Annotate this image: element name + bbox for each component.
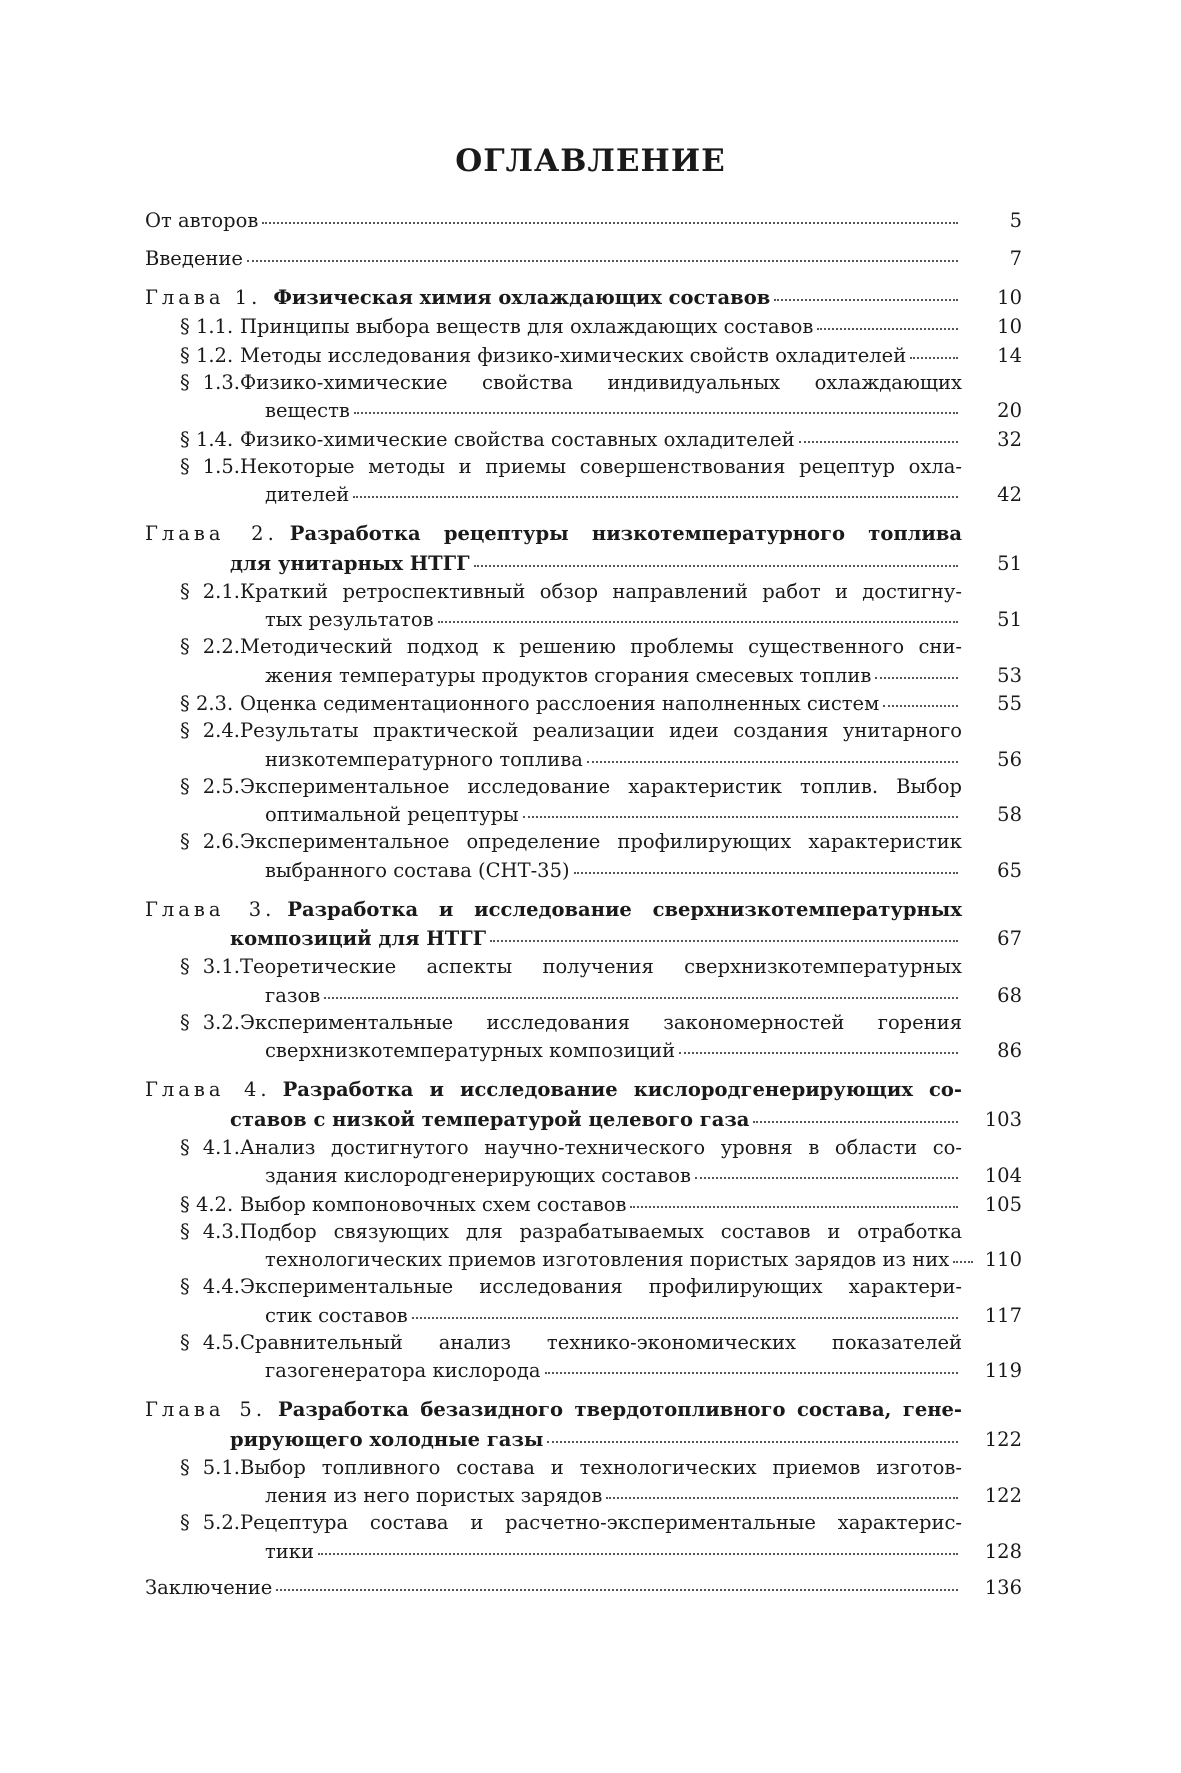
entry-text: рирующего холодные газы bbox=[230, 1427, 544, 1451]
entry-text: выбранного состава (СНТ-35) bbox=[265, 858, 570, 882]
page-number: 104 bbox=[984, 1164, 1022, 1187]
section-number: § 1.3. bbox=[180, 370, 240, 394]
chapter-heading bbox=[145, 1076, 1022, 1134]
dot-leader bbox=[679, 1033, 958, 1055]
page-number: 67 bbox=[997, 927, 1022, 950]
entry-text: газов bbox=[265, 983, 321, 1007]
section-row bbox=[180, 1273, 1022, 1329]
dot-leader bbox=[910, 337, 958, 359]
entry-text: Выбор топливного состава и технологических приемов изготов- bbox=[240, 1455, 962, 1479]
toc-entry bbox=[145, 205, 1022, 234]
entry-line bbox=[180, 1329, 962, 1356]
dot-leader bbox=[817, 309, 958, 331]
toc-entry bbox=[145, 1573, 1022, 1602]
dot-leader bbox=[875, 657, 958, 679]
dot-leader bbox=[262, 202, 958, 224]
dot-leader bbox=[490, 921, 958, 943]
entry-line bbox=[145, 1424, 962, 1454]
section-entry bbox=[180, 1009, 1022, 1065]
section-entry bbox=[180, 953, 1022, 1009]
entry-line bbox=[180, 1273, 962, 1300]
page-number: 20 bbox=[997, 399, 1022, 422]
page-number: 117 bbox=[984, 1303, 1022, 1327]
dot-leader bbox=[545, 1353, 958, 1375]
section-entry bbox=[180, 424, 1022, 453]
chapter-row bbox=[145, 1396, 1022, 1454]
section-row bbox=[180, 312, 1022, 341]
section-row bbox=[180, 689, 1022, 718]
page-number: 55 bbox=[997, 692, 1022, 715]
chapter-row bbox=[145, 520, 1022, 578]
section-number: § 1.2. bbox=[180, 343, 234, 367]
entry-line bbox=[180, 1300, 962, 1329]
entry-line bbox=[180, 689, 962, 718]
section-number: § 2.4. bbox=[180, 719, 240, 742]
toc-row bbox=[145, 205, 1022, 234]
section-list bbox=[180, 1134, 1022, 1385]
chapter-heading bbox=[145, 520, 1022, 578]
entry-line bbox=[180, 980, 962, 1009]
entry-text: Разработка и исследование кислородгенерирующих со- bbox=[282, 1078, 962, 1101]
section-number: § 1.4. bbox=[180, 427, 234, 451]
entry-line bbox=[180, 855, 962, 884]
dot-leader bbox=[587, 741, 958, 763]
dot-leader bbox=[276, 1570, 958, 1592]
section-list bbox=[180, 1454, 1022, 1565]
dot-leader bbox=[606, 1478, 958, 1500]
entry-text: тых результатов bbox=[265, 608, 434, 631]
page-number: 103 bbox=[984, 1107, 1022, 1131]
dot-leader bbox=[412, 1297, 958, 1319]
entry-line bbox=[145, 520, 962, 548]
section-row bbox=[180, 1509, 1022, 1565]
section-number: § 2.2. bbox=[180, 635, 240, 658]
entry-text: Оценка седиментационного расслоения наполненных систем bbox=[240, 692, 880, 715]
dot-leader bbox=[695, 1158, 958, 1180]
chapter-label: Глава 1. bbox=[145, 285, 262, 309]
entry-line bbox=[180, 312, 962, 341]
chapter-heading bbox=[145, 896, 1022, 954]
entry-line bbox=[180, 480, 962, 509]
table-of-contents bbox=[145, 205, 1022, 1601]
dot-leader bbox=[774, 279, 958, 301]
entry-text: Некоторые методы и приемы совершенствования рецептур охла- bbox=[240, 454, 962, 478]
page-number: 128 bbox=[984, 1539, 1022, 1563]
entry-text: Разработка рецептуры низкотемпературного топлива bbox=[289, 522, 962, 545]
page-number: 136 bbox=[984, 1576, 1022, 1599]
entry-line bbox=[180, 1161, 962, 1190]
section-number: § 4.1. bbox=[180, 1135, 240, 1159]
entry-text: Физико-химические свойства индивидуальных охлаждающих bbox=[240, 370, 962, 394]
section-number: § 1.5. bbox=[180, 454, 240, 478]
page-number: 51 bbox=[997, 551, 1022, 575]
chapter-label: Глава 3. bbox=[145, 897, 276, 921]
entry-line bbox=[180, 717, 962, 744]
section-entry bbox=[180, 1218, 1022, 1274]
entry-line bbox=[180, 1218, 962, 1245]
section-list bbox=[180, 312, 1022, 509]
page-number: 5 bbox=[1009, 208, 1022, 232]
section-entry bbox=[180, 717, 1022, 773]
dot-leader bbox=[547, 1421, 958, 1443]
entry-text: сверхнизкотемпературных композиций bbox=[265, 1039, 676, 1062]
page-number: 10 bbox=[997, 285, 1022, 309]
page-number: 32 bbox=[997, 427, 1022, 451]
section-entry bbox=[180, 453, 1022, 509]
entry-text: Экспериментальные исследования профилирующих характери- bbox=[240, 1275, 962, 1298]
entry-text: Принципы выбора веществ для охлаждающих составов bbox=[240, 315, 814, 338]
entry-text: От авторов bbox=[145, 208, 259, 232]
entry-line bbox=[180, 1134, 962, 1161]
page-number: 110 bbox=[984, 1248, 1022, 1271]
section-entry bbox=[180, 1134, 1022, 1190]
entry-text: Физическая химия охлаждающих составов bbox=[273, 285, 771, 309]
entry-line bbox=[145, 548, 962, 578]
entry-line bbox=[180, 1481, 962, 1510]
dot-leader bbox=[630, 1186, 958, 1208]
entry-text: Краткий ретроспективный обзор направлений работ и достигну- bbox=[240, 579, 962, 603]
section-entry bbox=[180, 1273, 1022, 1329]
entry-text: ления из него пористых зарядов bbox=[265, 1484, 603, 1507]
section-row bbox=[180, 1189, 1022, 1218]
dot-leader bbox=[247, 241, 958, 263]
section-row bbox=[180, 453, 1022, 509]
entry-line bbox=[180, 1356, 962, 1385]
section-number: § 2.3. bbox=[180, 692, 234, 715]
entry-line bbox=[180, 953, 962, 980]
dot-leader bbox=[574, 852, 958, 874]
chapter-label: Глава 4. bbox=[145, 1078, 271, 1101]
entry-line bbox=[145, 924, 962, 954]
section-row bbox=[180, 424, 1022, 453]
entry-line bbox=[145, 205, 962, 234]
entry-text: низкотемпературного топлива bbox=[265, 747, 583, 771]
chapter-label: Глава 5. bbox=[145, 1398, 267, 1421]
entry-text: для унитарных НТГГ bbox=[230, 551, 470, 575]
entry-text: Методы исследования физико-химических свойств охладителей bbox=[240, 343, 907, 367]
section-number: § 4.2. bbox=[180, 1192, 234, 1216]
section-number: § 4.4. bbox=[180, 1275, 240, 1298]
section-number: § 5.2. bbox=[180, 1511, 240, 1534]
dot-leader bbox=[883, 686, 958, 708]
entry-text: газогенератора кислорода bbox=[265, 1359, 541, 1382]
entry-text: Введение bbox=[145, 247, 243, 270]
page-number: 122 bbox=[984, 1427, 1022, 1451]
entry-line bbox=[180, 1189, 962, 1218]
section-entry bbox=[180, 578, 1022, 634]
section-entry bbox=[180, 340, 1022, 369]
section-entry bbox=[180, 1454, 1022, 1510]
page-number: 68 bbox=[997, 983, 1022, 1007]
chapter-2 bbox=[145, 520, 1022, 892]
entry-line bbox=[180, 605, 962, 634]
entry-line bbox=[180, 1245, 962, 1274]
entry-line bbox=[180, 633, 962, 660]
entry-text: жения температуры продуктов сгорания смесевых топлив bbox=[265, 663, 872, 687]
section-row bbox=[180, 828, 1022, 884]
section-row bbox=[180, 340, 1022, 369]
entry-line bbox=[180, 1454, 962, 1481]
chapter-row bbox=[145, 282, 1022, 312]
entry-line bbox=[180, 1009, 962, 1036]
dot-leader bbox=[753, 1101, 958, 1123]
section-row bbox=[180, 1329, 1022, 1385]
section-row bbox=[180, 773, 1022, 829]
entry-text: технологических приемов изготовления пористых зарядов из них bbox=[265, 1248, 950, 1271]
section-entry bbox=[180, 633, 1022, 689]
chapter-label: Глава 2. bbox=[145, 522, 278, 545]
entry-text: Теоретические аспекты получения сверхнизкотемпературных bbox=[240, 955, 962, 978]
entry-text: Методический подход к решению проблемы существенного сни- bbox=[240, 635, 962, 658]
entry-text: Результаты практической реализации идеи создания унитарного bbox=[240, 719, 962, 742]
page-number: 119 bbox=[984, 1359, 1022, 1382]
entry-text: тики bbox=[265, 1539, 314, 1563]
section-entry bbox=[180, 773, 1022, 829]
chapter-1 bbox=[145, 282, 1022, 516]
section-number: § 4.3. bbox=[180, 1219, 240, 1243]
page-number: 122 bbox=[984, 1484, 1022, 1507]
page-number: 14 bbox=[997, 343, 1022, 367]
section-number: § 4.5. bbox=[180, 1330, 240, 1354]
section-number: § 2.5. bbox=[180, 774, 240, 798]
chapter-row bbox=[145, 896, 1022, 954]
entry-line bbox=[180, 744, 962, 773]
entry-line bbox=[180, 340, 962, 369]
entry-text: оптимальной рецептуры bbox=[265, 803, 519, 826]
entry-text: Рецептура состава и расчетно-экспериментальные характерис- bbox=[240, 1511, 962, 1534]
page-number: 56 bbox=[997, 747, 1022, 771]
dot-leader bbox=[799, 421, 958, 443]
section-list bbox=[180, 953, 1022, 1064]
entry-line bbox=[180, 1036, 962, 1065]
page-number: 105 bbox=[984, 1192, 1022, 1216]
section-entry bbox=[180, 828, 1022, 884]
dot-leader bbox=[318, 1533, 958, 1555]
entry-text: дителей bbox=[265, 483, 350, 506]
chapter-heading bbox=[145, 1396, 1022, 1454]
chapter-heading bbox=[145, 282, 1022, 312]
section-entry bbox=[180, 312, 1022, 341]
section-number: § 5.1. bbox=[180, 1455, 240, 1479]
entry-text: Анализ достигнутого научно-технического уровня в области со- bbox=[240, 1135, 962, 1159]
chapter-4 bbox=[145, 1076, 1022, 1392]
section-number: § 3.2. bbox=[180, 1010, 240, 1034]
entry-line bbox=[180, 773, 962, 800]
section-entry bbox=[180, 1329, 1022, 1385]
entry-text: композиций для НТГГ bbox=[230, 927, 487, 950]
section-row bbox=[180, 953, 1022, 1009]
entry-text: здания кислородгенерирующих составов bbox=[265, 1164, 691, 1187]
section-row bbox=[180, 1134, 1022, 1190]
section-row bbox=[180, 1009, 1022, 1065]
entry-line bbox=[180, 369, 962, 396]
entry-text: Заключение bbox=[145, 1576, 273, 1599]
entry-line bbox=[145, 1104, 962, 1134]
section-row bbox=[180, 633, 1022, 689]
dot-leader bbox=[353, 477, 958, 499]
page-number: 10 bbox=[997, 315, 1022, 338]
entry-text: Экспериментальные исследования закономерностей горения bbox=[240, 1010, 962, 1034]
toc-entry bbox=[145, 244, 1022, 273]
section-entry bbox=[180, 369, 1022, 425]
dot-leader bbox=[523, 797, 958, 819]
section-row bbox=[180, 717, 1022, 773]
entry-text: Сравнительный анализ технико-экономических показателей bbox=[240, 1330, 962, 1354]
entry-line bbox=[145, 1076, 962, 1104]
page-number: 42 bbox=[997, 483, 1022, 506]
entry-line bbox=[145, 282, 962, 312]
page-title: ОГЛАВЛЕНИЕ bbox=[455, 143, 726, 179]
page-number: 65 bbox=[997, 858, 1022, 882]
entry-line bbox=[180, 424, 962, 453]
toc-row bbox=[145, 1573, 1022, 1602]
entry-text: Подбор связующих для разрабатываемых составов и отработка bbox=[240, 1219, 962, 1243]
entry-line bbox=[145, 896, 962, 924]
chapter-3 bbox=[145, 896, 1022, 1073]
section-row bbox=[180, 578, 1022, 634]
section-number: § 1.1. bbox=[180, 315, 234, 338]
section-row bbox=[180, 369, 1022, 425]
entry-text: стик составов bbox=[265, 1303, 408, 1327]
toc-row bbox=[145, 244, 1022, 273]
dot-leader bbox=[324, 977, 958, 999]
entry-text: Разработка безазидного твердотопливного состава, гене- bbox=[278, 1398, 962, 1421]
entry-line bbox=[180, 578, 962, 605]
chapter-row bbox=[145, 1076, 1022, 1134]
section-row bbox=[180, 1454, 1022, 1510]
entry-line bbox=[145, 1396, 962, 1424]
section-number: § 3.1. bbox=[180, 955, 240, 978]
dot-leader bbox=[438, 602, 958, 624]
page-number: 7 bbox=[1009, 247, 1022, 270]
entry-line bbox=[180, 800, 962, 829]
entry-text: Разработка и исследование сверхнизкотемпературных bbox=[287, 897, 962, 921]
section-row bbox=[180, 1218, 1022, 1274]
entry-text: Физико-химические свойства составных охладителей bbox=[240, 427, 795, 451]
entry-line bbox=[180, 1536, 962, 1565]
section-entry bbox=[180, 1509, 1022, 1565]
entry-text: Экспериментальное определение профилирующих характеристик bbox=[240, 830, 962, 853]
entry-text: Экспериментальное исследование характеристик топлив. Выбор bbox=[240, 774, 962, 798]
section-entry bbox=[180, 1189, 1022, 1218]
section-number: § 2.1. bbox=[180, 579, 240, 603]
entry-line bbox=[180, 660, 962, 689]
page-number: 86 bbox=[997, 1039, 1022, 1062]
entry-line bbox=[180, 828, 962, 855]
dot-leader bbox=[354, 393, 958, 415]
entry-line bbox=[180, 453, 962, 480]
page-number: 58 bbox=[997, 803, 1022, 826]
entry-text: веществ bbox=[265, 399, 350, 422]
entry-line bbox=[145, 244, 962, 273]
section-number: § 2.6. bbox=[180, 830, 240, 853]
page-number: 51 bbox=[997, 608, 1022, 631]
section-list bbox=[180, 578, 1022, 884]
dot-leader bbox=[474, 545, 958, 567]
page-number: 53 bbox=[997, 663, 1022, 687]
entry-line bbox=[180, 1509, 962, 1536]
entry-text: ставов с низкой температурой целевого газа bbox=[230, 1107, 750, 1131]
entry-line bbox=[180, 396, 962, 425]
section-entry bbox=[180, 689, 1022, 718]
entry-line bbox=[145, 1573, 962, 1602]
entry-text: Выбор компоновочных схем составов bbox=[240, 1192, 627, 1216]
chapter-5 bbox=[145, 1396, 1022, 1573]
